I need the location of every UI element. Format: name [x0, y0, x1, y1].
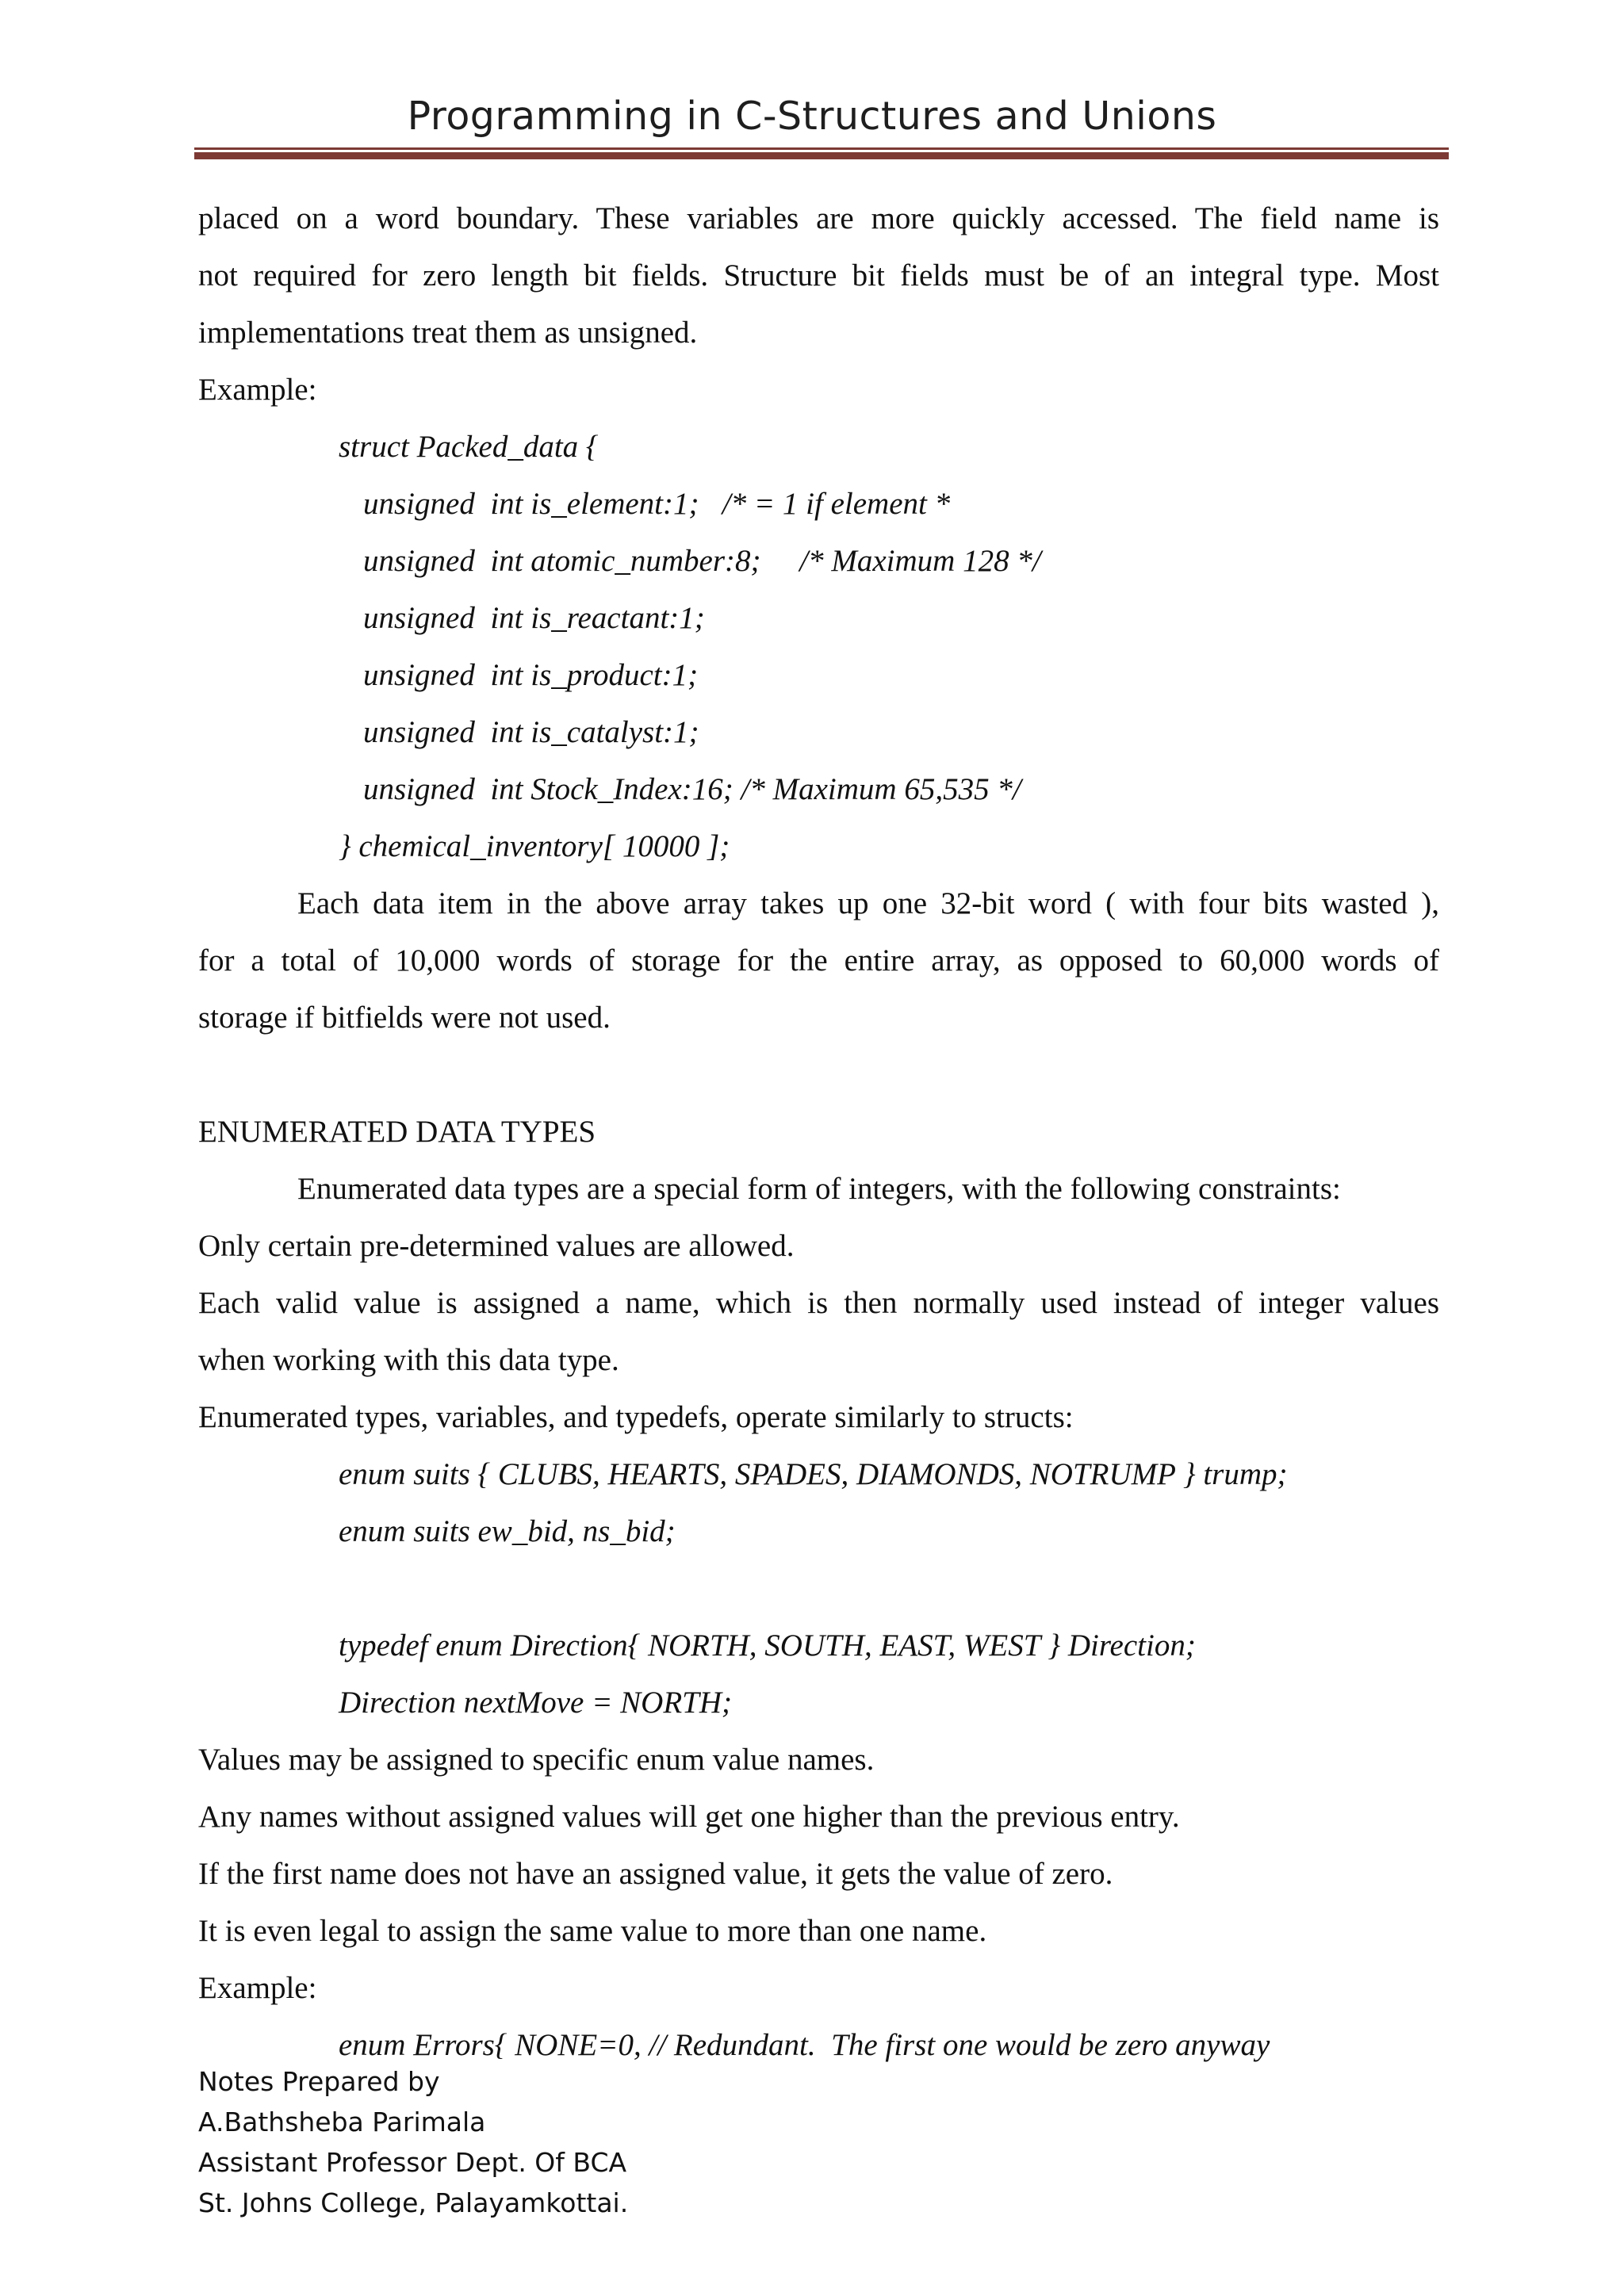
footer-notes: [198, 2061, 912, 2223]
code-line: unsigned int Stock_Index:16; /* Maximum 65,535 */: [363, 772, 1021, 806]
code-line: Direction nextMove = NORTH;: [339, 1686, 732, 1720]
code-line: enum Errors{ NONE=0, // Redundant. The first one would be zero anyway: [339, 2028, 1270, 2062]
code-line: struct Packed_data {: [339, 430, 599, 464]
body-line: when working with this data type.: [198, 1343, 619, 1377]
body-line: Only certain pre-determined values are allowed.: [198, 1229, 795, 1263]
code-line: unsigned int is_catalyst:1;: [363, 715, 699, 749]
document-body: [198, 190, 1439, 2074]
body-line: for a total of 10,000 words of storage for the entire array, as opposed to 60,000 words of: [198, 943, 1439, 978]
code-line: unsigned int is_reactant:1;: [363, 601, 705, 635]
body-line: placed on a word boundary. These variables are more quickly accessed. The field name is: [198, 201, 1439, 235]
body-line: Any names without assigned values will get one higher than the previous entry.: [198, 1800, 1180, 1834]
header-rule-thin: [194, 147, 1449, 150]
body-line: implementations treat them as unsigned.: [198, 316, 698, 350]
code-line: typedef enum Direction{ NORTH, SOUTH, EAST, WEST } Direction;: [339, 1628, 1196, 1663]
body-line: If the first name does not have an assigned value, it gets the value of zero.: [198, 1857, 1113, 1891]
footer-line: Assistant Professor Dept. Of BCA: [198, 2147, 627, 2178]
footer-line: St. Johns College, Palayamkottai.: [198, 2187, 629, 2218]
body-line: not required for zero length bit fields. Structure bit fields must be of an integral type. Most: [198, 258, 1439, 293]
code-line: } chemical_inventory[ 10000 ];: [339, 829, 730, 863]
example-label: Example:: [198, 373, 317, 407]
body-line: It is even legal to assign the same value to more than one name.: [198, 1914, 987, 1948]
code-line: unsigned int is_element:1; /* = 1 if element *: [363, 487, 951, 521]
page-header-title: Programming in C-Structures and Unions: [407, 94, 1217, 139]
footer-line: Notes Prepared by: [198, 2066, 440, 2097]
body-line: Values may be assigned to specific enum value names.: [198, 1743, 875, 1777]
body-line: Enumerated types, variables, and typedefs, operate similarly to structs:: [198, 1400, 1074, 1434]
body-line: Enumerated data types are a special form of integers, with the following constraints:: [297, 1172, 1341, 1206]
body-line: storage if bitfields were not used.: [198, 1001, 611, 1035]
body-line: Each data item in the above array takes up one 32-bit word ( with four bits wasted ),: [297, 886, 1439, 920]
body-line: Each valid value is assigned a name, which is then normally used instead of integer values: [198, 1286, 1439, 1320]
example-label: Example:: [198, 1971, 317, 2005]
code-line: unsigned int is_product:1;: [363, 658, 699, 692]
code-line: enum suits ew_bid, ns_bid;: [339, 1514, 676, 1548]
code-line: enum suits { CLUBS, HEARTS, SPADES, DIAMONDS, NOTRUMP } trump;: [339, 1457, 1288, 1491]
footer-line: A.Bathsheba Parimala: [198, 2107, 486, 2137]
code-line: unsigned int atomic_number:8; /* Maximum 128 */: [363, 544, 1041, 578]
paragraph-gap: [198, 1047, 1439, 1104]
code-gap: [198, 1560, 1439, 1617]
section-heading: ENUMERATED DATA TYPES: [198, 1115, 596, 1149]
header-rule-thick: [194, 152, 1449, 159]
